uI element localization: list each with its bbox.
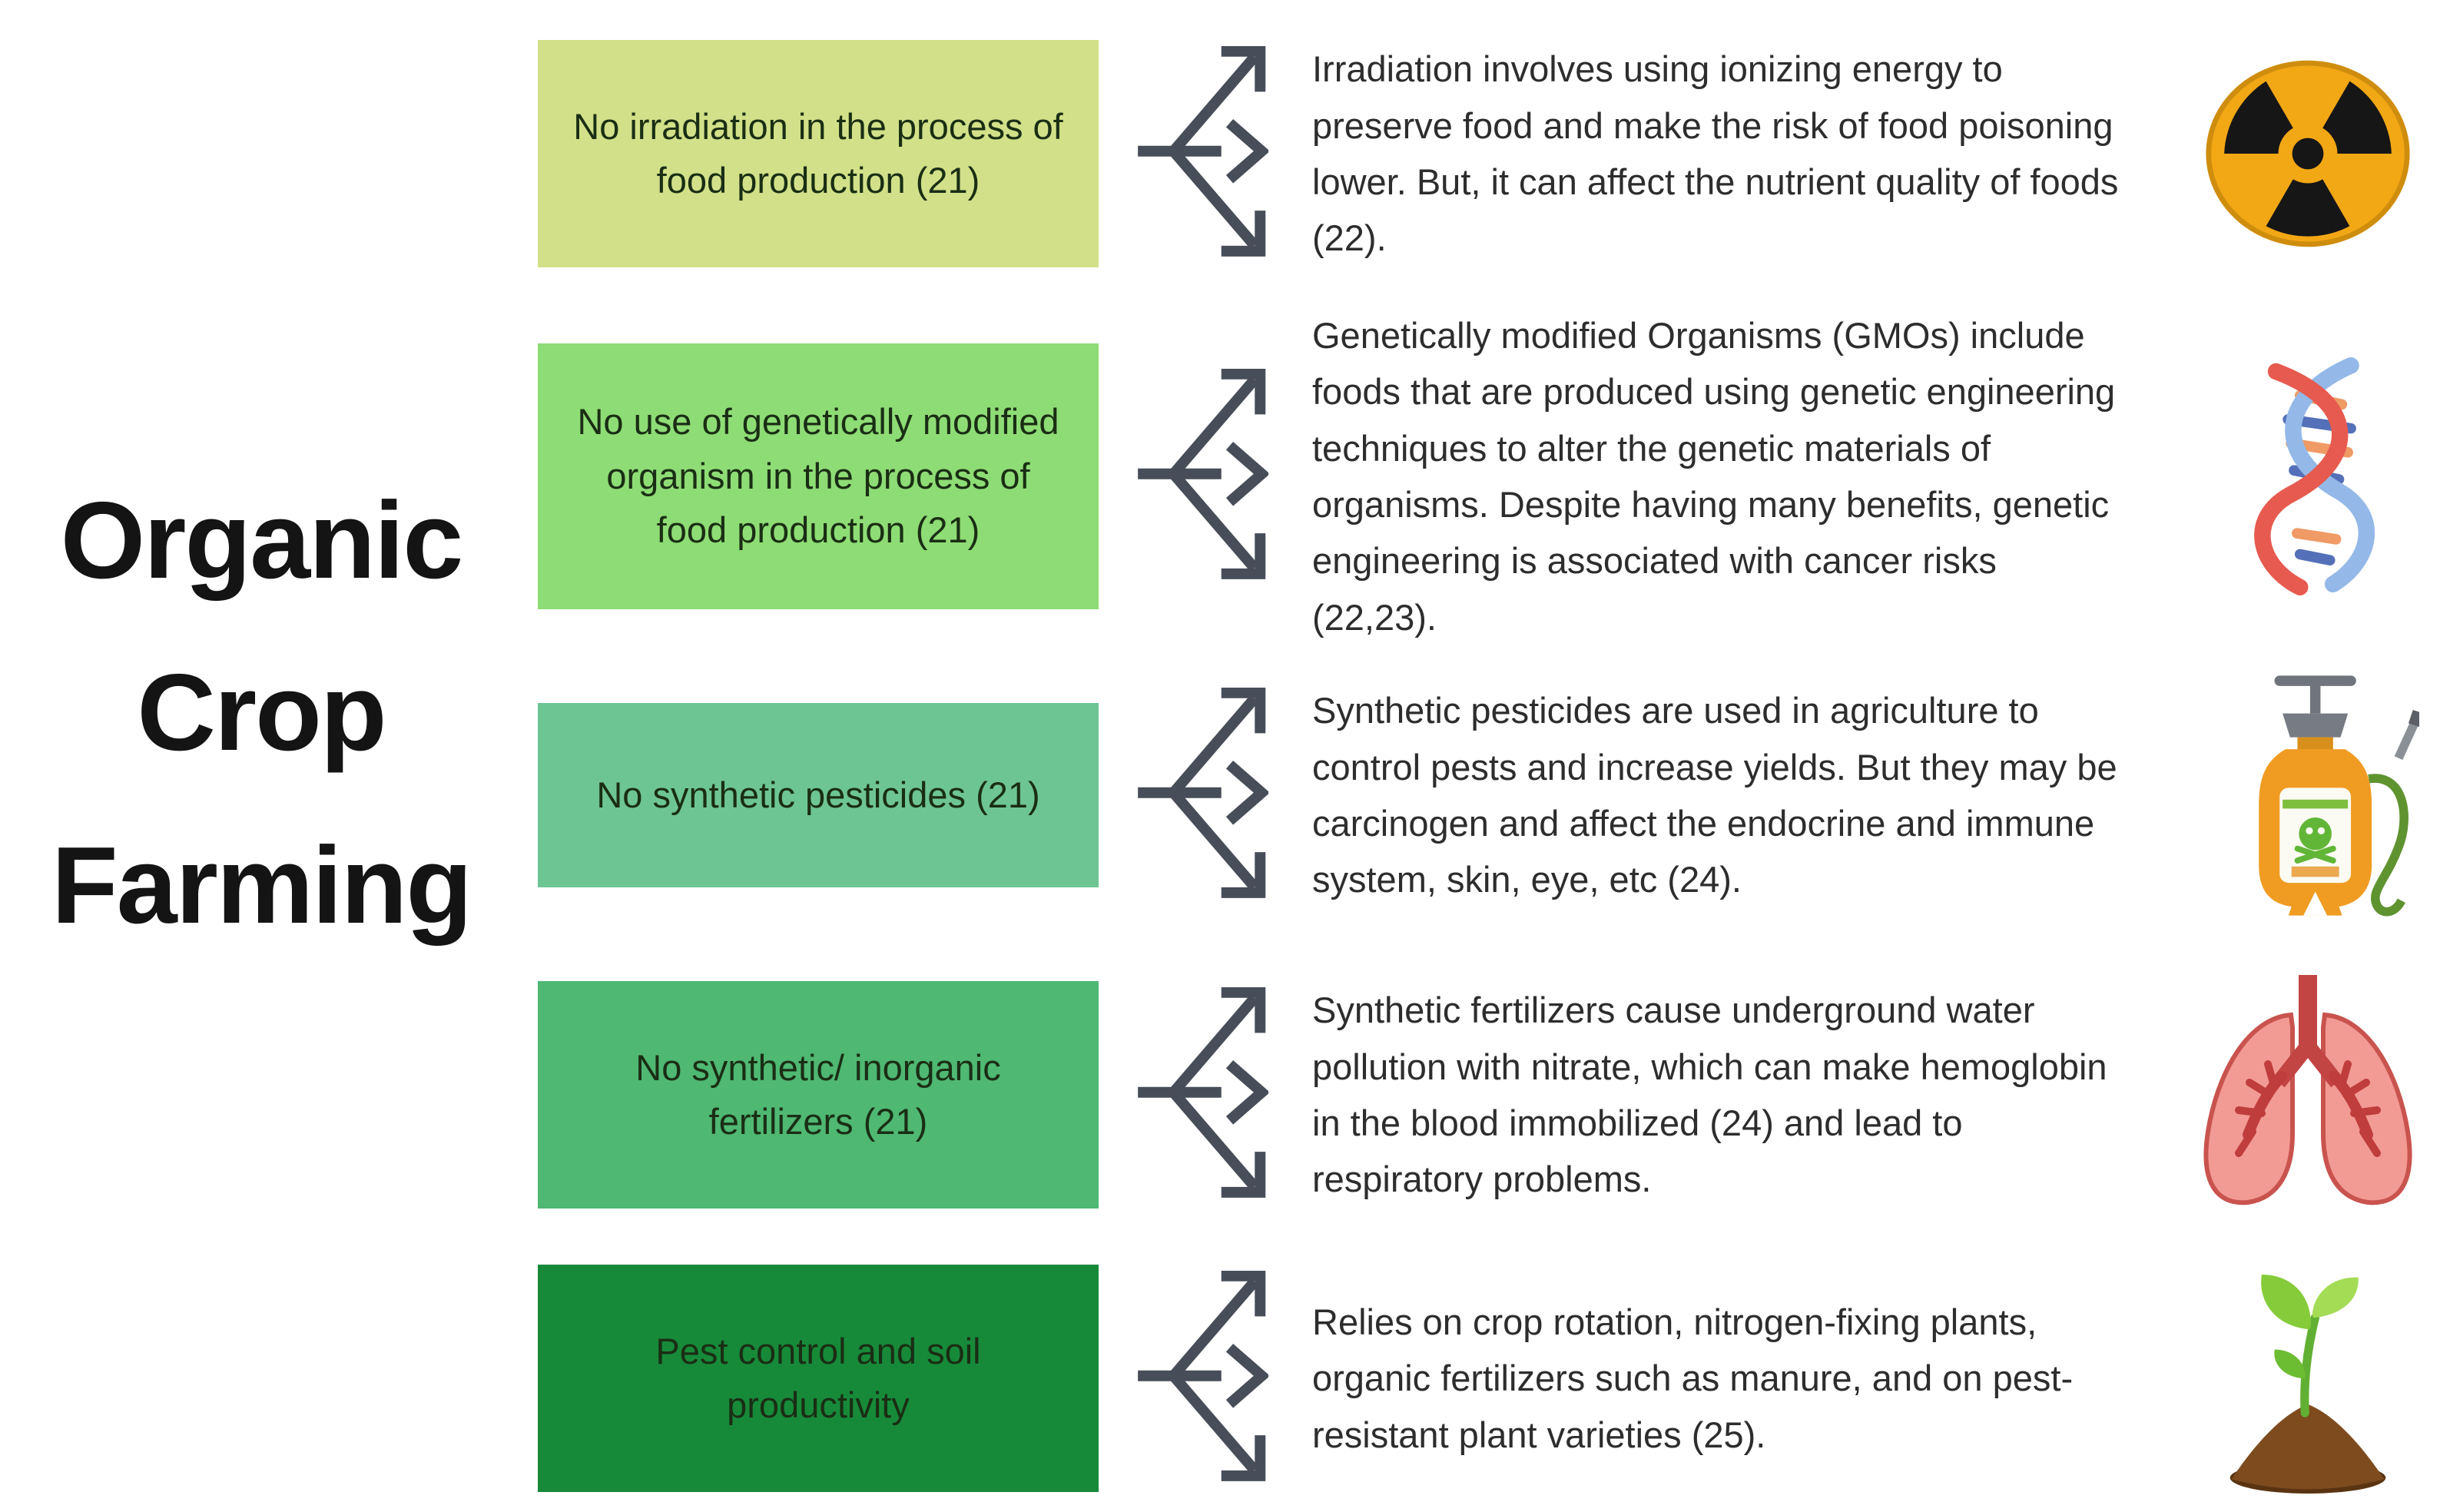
three-way-fork-arrow-icon [1099, 688, 1306, 903]
three-way-fork-arrow-icon [1099, 987, 1306, 1202]
principle-box-pest-control: Pest control and soil productivity [538, 1265, 1099, 1492]
diagram-row-pesticides [538, 645, 2440, 945]
principle-box-no-gmo: No use of genetically modified organism in the process of food production (21) [538, 343, 1099, 609]
page-title: Organic Crop Farming [51, 479, 472, 947]
description-gmo: Genetically modified Organisms (GMOs) include foods that are produced using genetic engineering techniques to alter the genetic materials of organisms. Despite having many benefits, genetic engineering is associated with cancer risks (22,23). [1312, 315, 2116, 638]
pesticide-sprayer-icon [2175, 668, 2440, 922]
diagram-row-fertilizers [538, 945, 2440, 1245]
description-fertilizers: Synthetic fertilizers cause underground water pollution with nitrate, which can make hemoglobin in the blood immobilized (24) and lead to respiratory problems. [1312, 990, 2107, 1200]
principle-box-no-irradiation: No irradiation in the process of food production (21) [538, 40, 1099, 267]
description-pest-control: Relies on crop rotation, nitrogen-fixing plants, organic fertilizers such as manure, and on pest- resistant plant varieties (25). [1312, 1301, 2074, 1455]
three-way-fork-arrow-icon [1099, 1271, 1306, 1486]
diagram-row-pest-control [538, 1245, 2440, 1512]
diagram-rows [538, 0, 2440, 1512]
lungs-icon [2175, 972, 2440, 1218]
diagram-row-irradiation [538, 0, 2440, 307]
description-irradiation: Irradiation involves using ionizing energy to preserve food and make the risk of food poisoning lower. But, it can affect the nutrient quality of foods (22). [1312, 48, 2119, 259]
seedling-icon [2175, 1263, 2440, 1494]
dna-icon [2175, 356, 2440, 596]
description-pesticides: Synthetic pesticides are used in agriculture to control pests and increase yields. But they may be carcinogen and affect the endocrine and immune system, skin, eye, etc (24). [1312, 690, 2117, 900]
three-way-fork-arrow-icon [1099, 369, 1306, 584]
radiation-icon [2175, 58, 2440, 250]
three-way-fork-arrow-icon [1099, 46, 1306, 261]
principle-box-no-pesticides: No synthetic pesticides (21) [538, 703, 1099, 887]
principle-box-no-fertilizers: No synthetic/ inorganic fertilizers (21) [538, 981, 1099, 1209]
diagram-row-gmo [538, 307, 2440, 645]
